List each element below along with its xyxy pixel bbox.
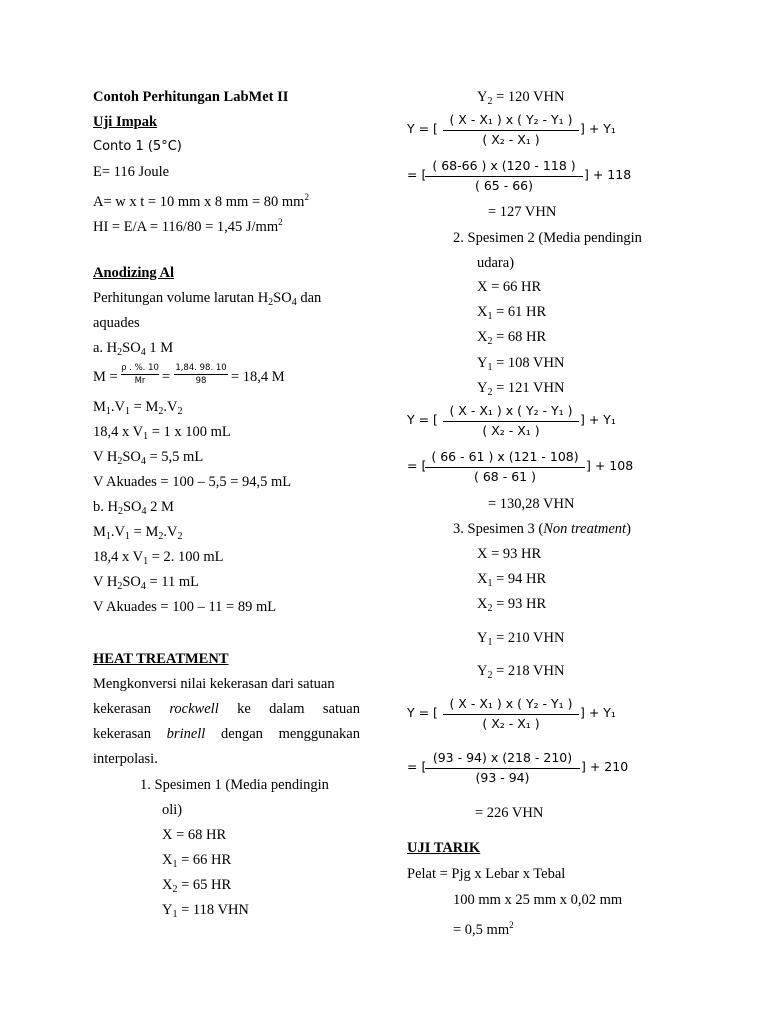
specimen-2-x: X = 66 HR [477,279,542,295]
impak-area: A= w x t = 10 mm x 8 mm = 80 $mm^2$ [93,192,309,210]
volume-acid-1: V $H_2SO_4 = 5,5$ mL [93,449,204,467]
heat-para-line-1: Mengkonversi nilai kekerasan dari satuan [93,676,335,692]
heat-para-line-2: kekerasan rockwell ke dalam satuan [93,701,360,717]
impak-hi: HI = E/A = 116/80 = 1,45 $J/mm^2$ [93,217,283,235]
specimen-2-title-cont: udara) [477,255,515,271]
pelat-result: = 0,5 $mm^2$ [453,920,514,938]
dilution-calc-2: 18,4 x $V_1 = 2$. 100 mL [93,549,224,567]
dilution-calc-1: 18,4 x $V_1 = 1$ x 100 mL [93,424,231,442]
specimen-3-substitution: = [ (93 - 94) x (218 - 210) (93 - 94) ] + 210 [407,750,629,785]
molarity-result: = 18,4 M [231,369,285,385]
interpolation-formula-3: Y = [ ( X - X₁ ) x ( Y₂ - Y₁ ) ( X₂ - X₁ ) ] + Y₁ [407,696,616,731]
specimen-3-result: = 226 VHN [475,805,544,821]
specimen-3-title: 3. Spesimen 3 (Non treatment) [453,521,631,537]
specimen-1-title: 1. Spesimen 1 (Media pendingin [140,777,329,793]
specimen-1-x2: $X_2 = 65$ HR [162,877,232,895]
specimen-1-y2: $Y_2 = 120$ VHN [477,89,565,107]
pelat-calc: 100 mm x 25 mm x 0,02 mm [453,892,623,908]
specimen-2-substitution: = [ ( 66 - 61 ) x (121 - 108) ( 68 - 61 ) ] + 108 [407,449,634,484]
dilution-eq-2: $M_1.V_1 = M_2.V_2$ [93,524,183,542]
specimen-3-y2: $Y_2 = 218$ VHN [477,663,565,681]
specimen-2-x2: $X_2 = 68$ HR [477,329,547,347]
specimen-1-x: X = 68 HR [162,827,227,843]
anodizing-heading: Anodizing Al [93,265,174,281]
specimen-3-x1: $X_1 = 94$ HR [477,571,547,589]
anodizing-desc-cont: aquades [93,315,140,331]
anodizing-desc: Perhitungan volume larutan $H_2SO_4$ dan [93,290,322,308]
pelat-formula: Pelat = Pjg x Lebar x Tebal [407,866,566,882]
specimen-3-x2: $X_2 = 93$ HR [477,596,547,614]
volume-acid-2: V $H_2SO_4 = 11$ mL [93,574,200,592]
molarity-fraction-1: ρ . %. 10 Mr [121,363,159,386]
specimen-1-result: = 127 VHN [488,204,557,220]
specimen-1-title-cont: oli) [162,802,183,818]
dilution-eq-1: $M_1.V_1 = M_2.V_2$ [93,399,183,417]
heat-heading: HEAT TREATMENT [93,651,229,667]
specimen-3-x: X = 93 HR [477,546,542,562]
heat-para-line-3: kekerasan brinell dengan menggunakan [93,726,360,742]
volume-water-2: V Akuades = 100 – 11 = 89 mL [93,599,277,615]
specimen-3-y1: $Y_1 = 210$ VHN [477,630,565,648]
specimen-1-y1: $Y_1 = 118$ VHN [162,902,249,920]
interpolation-formula-1: Y = [ ( X - X₁ ) x ( Y₂ - Y₁ ) ( X₂ - X₁ ) ] + Y₁ [407,112,616,147]
specimen-2-title: 2. Spesimen 2 (Media pendingin [453,230,642,246]
specimen-1-x1: $X_1 = 66$ HR [162,852,232,870]
interpolation-formula-2: Y = [ ( X - X₁ ) x ( Y₂ - Y₁ ) ( X₂ - X₁ ) ] + Y₁ [407,403,616,438]
specimen-2-result: = 130,28 VHN [488,496,575,512]
molarity-fraction-2: 1,84. 98. 10 98 [175,363,227,386]
specimen-2-x1: $X_1 = 61$ HR [477,304,547,322]
impak-case: Conto 1 (5°C) [93,139,182,154]
anodizing-case-b: b. $H_2SO_4$ 2 M [93,499,174,517]
molarity-lhs: M = [93,369,118,385]
tarik-heading: UJI TARIK [407,840,481,856]
volume-water-1: V Akuades = 100 – 5,5 = 94,5 mL [93,474,292,490]
impak-heading: Uji Impak [93,114,158,130]
specimen-2-y1: $Y_1 = 108$ VHN [477,355,565,373]
specimen-2-y2: $Y_2 = 121$ VHN [477,380,565,398]
page-title: Contoh Perhitungan LabMet II [93,89,289,105]
anodizing-case-a: a. $H_2SO_4$ 1 M [93,340,174,358]
heat-para-line-4: interpolasi. [93,751,158,767]
specimen-1-substitution: = [ ( 68-66 ) x (120 - 118 ) ( 65 - 66) ] + 118 [407,158,632,193]
impak-energy: E= 116 Joule [93,164,170,180]
